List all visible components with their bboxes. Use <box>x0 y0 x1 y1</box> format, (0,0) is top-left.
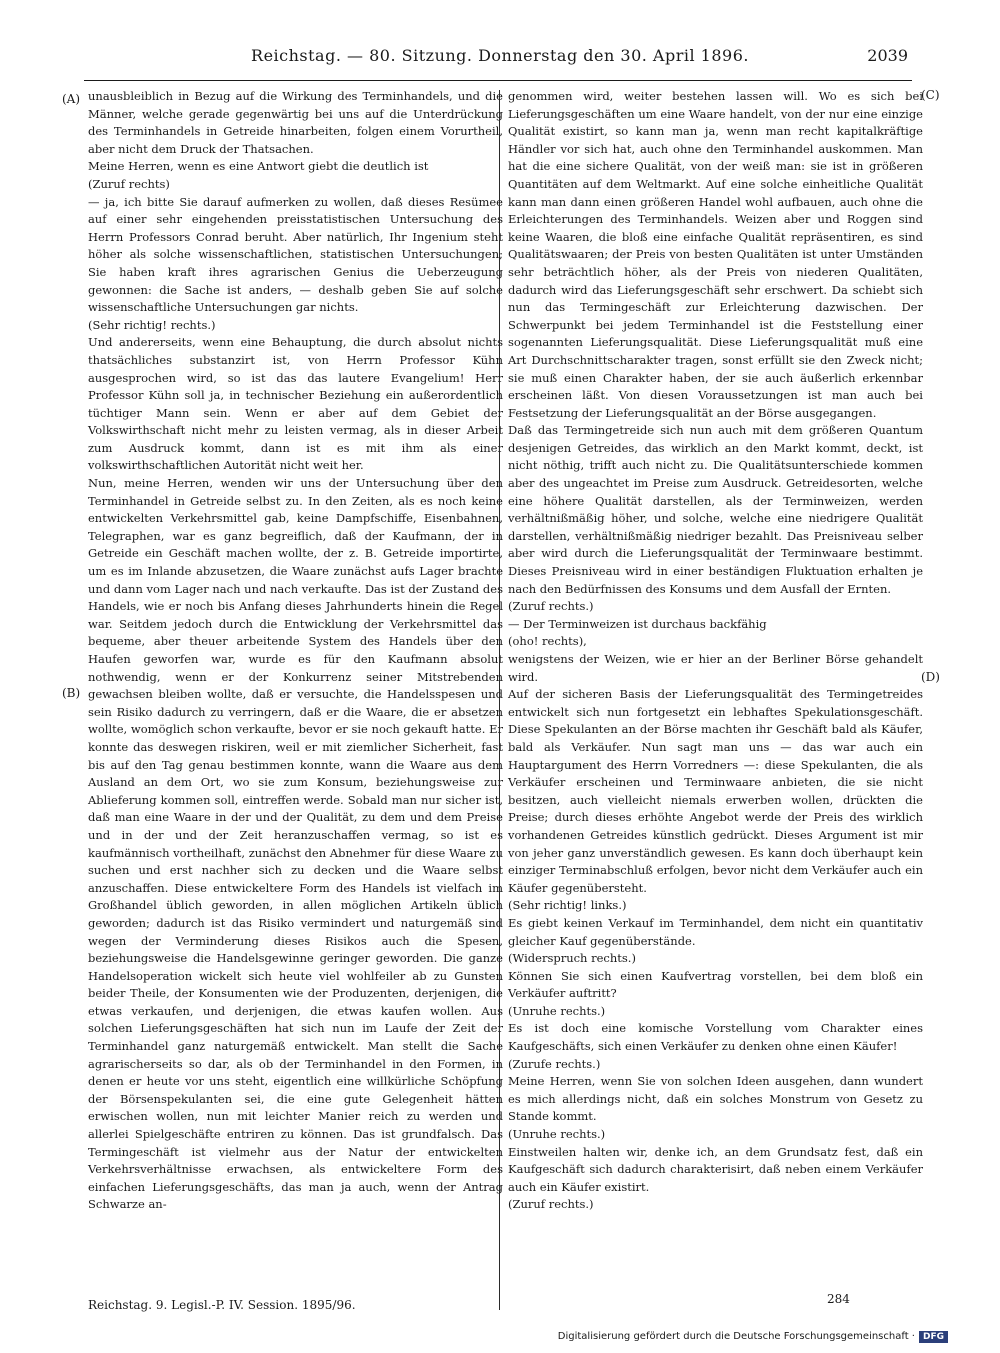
dfg-logo: DFG <box>919 1331 948 1343</box>
margin-marker-a: (A) <box>62 92 81 106</box>
sheet-number: 284 <box>827 1292 850 1306</box>
credit-text: Digitalisierung gefördert durch die Deutsche Forschungsgemeinschaft · <box>557 1331 915 1342</box>
footer-session-line: Reichstag. 9. Legisl.-P. IV. Session. 1895/96. <box>88 1298 356 1312</box>
running-header-title: Reichstag. — 80. Sitzung. Donnerstag den 30. April 1896. <box>251 46 749 65</box>
right-text-column: genommen wird, weiter bestehen lassen will. Wo es sich bei Lieferungsgeschäften um eine Waare handelt, von der nur eine einzige Qualität existirt, so kann man ja, wenn man recht kapitalkräftige Händler vor sich hat, auch ohne den Terminhandel auskommen. Man hat die eine sichere Qualität, von der weiß man: sie ist in größeren Quantitäten auf dem Weltmarkt. Auf eine solche einheitliche Qualität kann man dann einen größeren Handel wohl aufbauen, auch ohne die Erleichterungen des Terminhandels. Weizen aber und Roggen sind keine Waaren, die bloß eine einfache Qualität repräsentiren, es sind Qualitätswaaren; der Preis von besten Qualitäten ist unter Umständen sehr beträchtlich höher, als der Preis von niederen Qualitäten, dadurch wird das Lieferungsgeschäft sehr erschwert. Da schiebt sich nun das Termingeschäft zur Erleichterung dazwischen. Der Schwerpunkt bei jedem Terminhandel ist die Feststellung einer sogenannten Lieferungsqualität. Diese Lieferungsqualität muß eine Art Durchschnittscharakter tragen, sonst erfüllt sie den Zweck nicht; sie muß einen Charakter haben, der sie auch äußerlich erkennbar erscheinen läßt. Von diesen Voraussetzungen ist man auch bei Festsetzung der Lieferungsqualität an der Börse ausgegangen. Daß das Termingetreide sich nun auch mit dem größeren Quantum desjenigen Getreides, das wirklich an den Markt kommt, deckt, ist nicht nöthig, trifft auch nicht zu. Die Qualitätsunterschiede kommen aber des ungeachtet im Preise zum Ausdruck. Getreidesorten, welche eine höhere Qualität darstellen, als der Terminweizen, werden verhältnißmäßig höher, und solche, welche eine niedrigere Qualität darstellen, verhältnißmäßig niedriger bezahlt. Das Preisniveau selber aber wird durch die Lieferungsqualität der Terminwaare bestimmt. Dieses Preisniveau wird in einer beständigen Fluktuation erhalten je nach den Bedürfnissen des Konsums und dem Ausfall der Ernten. (Zuruf rechts.) — Der Terminweizen ist durchaus backfähig (oho! rechts), wenigstens der Weizen, wie er hier an der Berliner Börse gehandelt wird. Auf der sicheren Basis der Lieferungsqualität des Termingetreides entwickelt sich nun fortgesetzt ein lebhaftes Spekulationsgeschäft. Diese Spekulanten an der Börse machten ihr Geschäft bald als Käufer, bald als Verkäufer. Nun sagt man uns — das war auch ein Hauptargument des Herrn Vorredners —: diese Spekulanten, die als Verkäufer erscheinen und Terminwaare anbieten, die sie nicht besitzen, auch vielleicht niemals erwerben wollen, drückten die Preise; durch dieses erhöhte Angebot werde der Preis des wirklich vorhandenen Getreides künstlich gedrückt. Dieses Argument ist mir von jeher ganz unverständlich gewesen. Es kann doch überhaupt kein einziger Terminabschluß erfolgen, bevor nicht dem Verkäufer auch ein Käufer gegenübersteht. (Sehr richtig! links.) Es giebt keinen Verkauf im Terminhandel, dem nicht ein quantitativ gleicher Kauf gegenüberstände. (Widerspruch rechts.) Können Sie sich einen Kaufvertrag vorstellen, bei dem bloß ein Verkäufer auftritt? (Unruhe rechts.) Es ist doch eine komische Vorstellung vom Charakter eines Kaufgeschäfts, sich einen Verkäufer zu denken ohne einen Käufer! (Zurufe rechts.) Meine Herren, wenn Sie von solchen Ideen ausgehen, dann wundert es mich allerdings nicht, daß ein solches Monstrum von Gesetz zu Stande kommt. (Unruhe rechts.) Einstweilen halten wir, denke ich, an dem Grundsatz fest, daß ein Kaufgeschäft sich dadurch charakterisirt, daß neben einem Verkäufer auch ein Käufer existirt. (Zuruf rechts.) <box>508 89 923 1212</box>
margin-marker-b: (B) <box>62 686 81 700</box>
margin-marker-c: (C) <box>921 88 940 102</box>
column-divider <box>499 90 500 1310</box>
header-rule <box>84 80 912 81</box>
margin-marker-d: (D) <box>921 670 940 684</box>
page-number: 2039 <box>867 46 908 65</box>
digitization-credit <box>558 1331 948 1343</box>
left-text-column: unausbleiblich in Bezug auf die Wirkung des Terminhandels, und die Männer, welche gerade gegenwärtig bei uns auf die Unterdrückung des Terminhandels in Getreide hinarbeiten, folgen einem Vorurtheil, aber nicht dem Druck der Thatsachen. Meine Herren, wenn es eine Antwort giebt die deutlich ist (Zuruf rechts) — ja, ich bitte Sie darauf aufmerken zu wollen, daß dieses Resümee auf einer sehr eingehenden preisstatistischen Untersuchung des Herrn Professors Conrad beruht. Aber natürlich, Ihr Ingenium steht höher als solche wissenschaftlichen, statistischen Untersuchungen; Sie haben kraft ihres agrarischen Genius die Ueberzeugung gewonnen: die Sache ist anders, — deshalb geben Sie auf solche wissenschaftliche Untersuchungen gar nichts. (Sehr richtig! rechts.) Und andererseits, wenn eine Behauptung, die durch absolut nichts thatsächliches substanzirt ist, von Herrn Professor Kühn ausgesprochen wird, so ist das das lautere Evangelium! Herr Professor Kühn soll ja, in technischer Beziehung ein außerordentlich tüchtiger Mann sein. Wenn er aber auf dem Gebiet der Volkswirthschaft nicht mehr zu leisten vermag, als in dieser Arbeit zum Ausdruck kommt, dann ist es mit ihm als einer volkswirthschaftlichen Autorität nicht weit her. Nun, meine Herren, wenden wir uns der Untersuchung über den Terminhandel in Getreide selbst zu. In den Zeiten, als es noch keine entwickelten Verkehrsmittel gab, keine Dampfschiffe, Eisenbahnen, Telegraphen, war es ganz begreiflich, daß der Kaufmann, der in Getreide ein Geschäft machen wollte, der z. B. Getreide importirte, um es im Inlande abzusetzen, die Waare zunächst aufs Lager brachte und dann vom Lager nach und nach verkaufte. Das ist der Zustand des Handels, wie er noch bis Anfang dieses Jahrhunderts hinein die Regel war. Seitdem jedoch durch die Entwicklung der Verkehrsmittel das bequeme, aber theuer arbeitende System des Handels über den Haufen geworfen war, wurde es für den Kaufmann absolut nothwendig, wenn er der Konkurrenz seiner Mitstrebenden gewachsen bleiben wollte, daß er versuchte, die Handelsspesen und sein Risiko dadurch zu verringern, daß er die Waare, die er absetzen wollte, womöglich schon verkaufte, bevor er sie noch gekauft hatte. Er konnte das deswegen riskiren, weil er mit ziemlicher Sicherheit, fast bis auf den Tag genau bestimmen konnte, wann die Waare aus dem Ausland an dem Ort, wo sie zum Konsum, beziehungsweise zur Ablieferung kommen soll, eintreffen werde. Sobald man nur sicher ist, daß man eine Waare in der und der Qualität, zu dem und dem Preise und in der und der Zeit heranzuschaffen vermag, so ist es kaufmännisch vortheilhaft, zunächst den Abnehmer für diese Waare zu suchen und erst nachher sich zu decken und die Waare selbst anzuschaffen. Diese entwickeltere Form des Handels ist vielfach im Großhandel üblich geworden, in allen möglichen Artikeln üblich geworden; dadurch ist das Risiko vermindert und naturgemäß sind wegen der Verminderung dieses Risikos auch die Spesen, beziehungsweise die Handelsgewinne geringer geworden. Die ganze Handelsoperation wickelt sich heute viel wohlfeiler ab zu Gunsten beider Theile, der Konsumenten wie der Produzenten, derjenigen, die etwas verkaufen, und derjenigen, die etwas kaufen wollen. Aus solchen Lieferungsgeschäften hat sich nun im Laufe der Zeit der Terminhandel ganz naturgemäß entwickelt. Man stellt die Sache agrarischerseits so dar, als ob der Terminhandel in den Formen, in denen er heute vor uns steht, eigentlich eine willkürliche Schöpfung der Börsenspekulanten sei, die eine gute Gelegenheit hätten erwischen wollen, nun mit leichter Manier reich zu werden und allerlei Spielgeschäfte entriren zu können. Das ist grundfalsch. Das Termingeschäft ist vielmehr aus der Natur der entwickelten Verkehrsverhältnisse erwachsen, als entwickeltere Form des einfachen Lieferungsgeschäfts, das man ja auch, wenn der Antrag Schwarze an- <box>88 89 503 1212</box>
